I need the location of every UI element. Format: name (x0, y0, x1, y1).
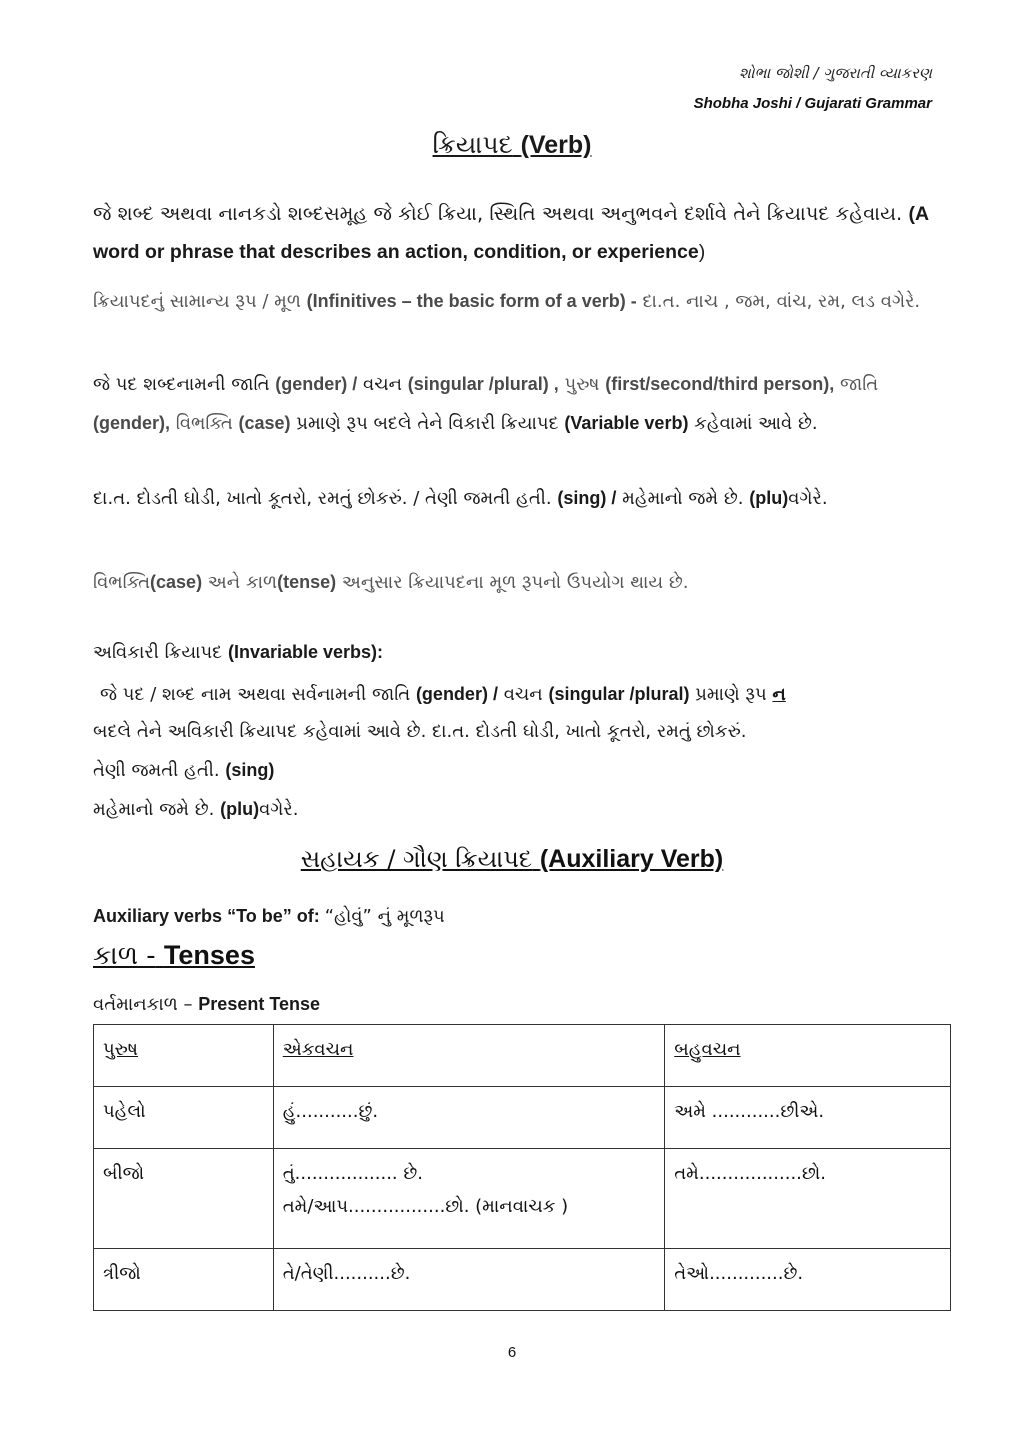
variable-text-5: વિભક્તિ (175, 413, 233, 434)
table-cell-person: બીજો (94, 1149, 274, 1249)
case-tense-paragraph (93, 563, 943, 602)
auxiliary-heading-english: (Auxiliary Verb) (539, 845, 724, 873)
case-tense-b: (case) (150, 572, 203, 592)
table-header-cell (273, 1025, 665, 1087)
page-number: 6 (507, 1344, 517, 1361)
header-singular: એકવચન (282, 1039, 354, 1060)
table-cell-plural: અમે ............છીએ. (665, 1087, 951, 1149)
page-title (0, 130, 1024, 160)
infinitive-examples: દા.ત. નાચ , જમ, વાંચ, રમ, લડ વગેરે. (642, 291, 921, 312)
variable-example-paragraph (93, 479, 943, 518)
invariable-b: (gender) / (415, 684, 498, 704)
variable-text-1: જે પદ શબ્દનામની જાતિ (93, 374, 270, 395)
case-tense-c: અને કાળ (207, 572, 278, 593)
invariable-heading-english: (Invariable verbs): (227, 642, 384, 662)
invariable-e: પ્રમાણે રૂપ (695, 684, 767, 705)
invariable-continuation (93, 713, 943, 829)
table-cell-person: પહેલો (94, 1087, 274, 1149)
present-tense-english: Present Tense (198, 994, 321, 1014)
table-cell-singular: હું...........છું. (273, 1087, 665, 1149)
tenses-heading-gujarati: કાળ - (93, 941, 156, 971)
singular-line-2: તમે/આપ.................છો. (માનવાચક ) (282, 1196, 569, 1217)
present-tense-label (93, 985, 943, 1024)
invariable-a: જે પદ / શબ્દ નામ અથવા સર્વનામની જાતિ (100, 684, 411, 705)
invariable-heading-gujarati: અવિકારી ક્રિયાપદ (93, 642, 223, 663)
variable-verb-term: (Variable verb) (564, 413, 689, 433)
invariable-i: મહેમાનો જમે છે. (93, 799, 215, 820)
table-cell-plural: તેઓ.............છે. (665, 1249, 951, 1311)
table-row (94, 1149, 951, 1249)
singular-line-1: તું.................. છે. (282, 1163, 424, 1184)
invariable-c: વચન (503, 684, 543, 705)
invariable-f: બદલે તેને અવિકારી ક્રિયાપદ કહેવામાં આવે છે. દા.ત. દોડતી ઘોડી, ખાતો કૂતરો, રમતું છોકરું. (93, 721, 747, 742)
infinitive-english: (Infinitives – the basic form of a verb) - (306, 291, 637, 311)
table-row (94, 1087, 951, 1149)
infinitive-gujarati: ક્રિયાપદનું સામાન્ય રૂપ / મૂળ (93, 291, 301, 312)
auxiliary-heading (0, 845, 1024, 874)
variable-number: (singular /plural) , (407, 374, 559, 394)
definition-english: (A word or phrase that describes an action, condition, or experience (93, 203, 929, 263)
table-row (94, 1249, 951, 1311)
invariable-heading (93, 633, 943, 672)
table-header-row (94, 1025, 951, 1087)
present-tense-table (93, 1024, 951, 1311)
variable-gender: (gender) / (275, 374, 358, 394)
infinitive-paragraph (93, 282, 943, 321)
table-header-cell (665, 1025, 951, 1087)
definition-gujarati: જે શબ્દ અથવા નાનકડો શબ્દસમૂહ જે કોઈ ક્રિયા, સ્થિતિ અથવા અનુભવને દર્શાવે તેને ક્રિયાપદ કહેવાય. (93, 202, 903, 225)
variable-text-4: જાતિ (839, 374, 879, 395)
tenses-heading-english: Tenses (163, 940, 255, 970)
invariable-negation: ન (772, 684, 786, 705)
table-cell-person: ત્રીજો (94, 1249, 274, 1311)
auxiliary-heading-gujarati: સહાયક / ગૌણ ક્રિયાપદ (300, 845, 533, 873)
definition-paragraph (93, 195, 943, 271)
table-header-cell (94, 1025, 274, 1087)
variable-person: (first/second/third person), (605, 374, 835, 394)
header-author-english: Shobha Joshi / Gujarati Grammar (693, 95, 932, 112)
invariable-h: (sing) (225, 760, 275, 780)
tenses-heading (93, 940, 255, 972)
variable-example-b: (sing) / (557, 488, 617, 508)
invariable-d: (singular /plural) (548, 684, 690, 704)
invariable-k: વગેરે. (259, 799, 299, 820)
invariable-g: તેણી જમતી હતી. (93, 760, 220, 781)
variable-text-6: પ્રમાણે રૂપ બદલે તેને વિકારી ક્રિયાપદ (296, 413, 559, 434)
table-cell-singular: તે/તેણી..........છે. (273, 1249, 665, 1311)
table-cell-singular (273, 1149, 665, 1249)
header-person: પુરુષ (103, 1039, 138, 1060)
variable-text-7: કહેવામાં આવે છે. (694, 413, 818, 434)
variable-text-2: વચન (363, 374, 403, 395)
invariable-paragraph (100, 675, 945, 714)
auxiliary-line-english: Auxiliary verbs “To be” of: (93, 906, 325, 926)
auxiliary-line-gujarati: “હોવું” નું મૂળરૂપ (324, 906, 445, 927)
title-gujarati: ક્રિયાપદ (432, 130, 513, 159)
variable-text-3: પુરુષ (564, 374, 600, 395)
case-tense-d: (tense) (277, 572, 337, 592)
variable-example-c: મહેમાનો જમે છે. (622, 488, 744, 509)
title-english: (Verb) (520, 131, 592, 159)
variable-example-d: (plu) (749, 488, 789, 508)
present-tense-gujarati: વર્તમાનકાળ – (93, 994, 193, 1015)
header-plural: બહુવચન (674, 1039, 741, 1060)
table-cell-plural: તમે..................છો. (665, 1149, 951, 1249)
variable-example-a: દા.ત. દોડતી ઘોડી, ખાતો કૂતરો, રમતું છોકરું. / તેણી જમતી હતી. (93, 488, 552, 509)
case-tense-e: અનુસાર ક્રિયાપદના મૂળ રૂપનો ઉપયોગ થાય છે. (341, 572, 689, 593)
variable-example-e: વગેરે. (788, 488, 828, 509)
definition-close: ) (698, 241, 706, 263)
case-tense-a: વિભક્તિ (93, 572, 151, 593)
invariable-j: (plu) (220, 799, 260, 819)
auxiliary-line (93, 897, 943, 936)
variable-verb-paragraph (93, 365, 943, 443)
variable-case: (case) (238, 413, 291, 433)
header-author-gujarati: શોભા જોશી / ગુજરાતી વ્યાકરણ (739, 64, 932, 82)
variable-gender-2: (gender), (93, 413, 171, 433)
